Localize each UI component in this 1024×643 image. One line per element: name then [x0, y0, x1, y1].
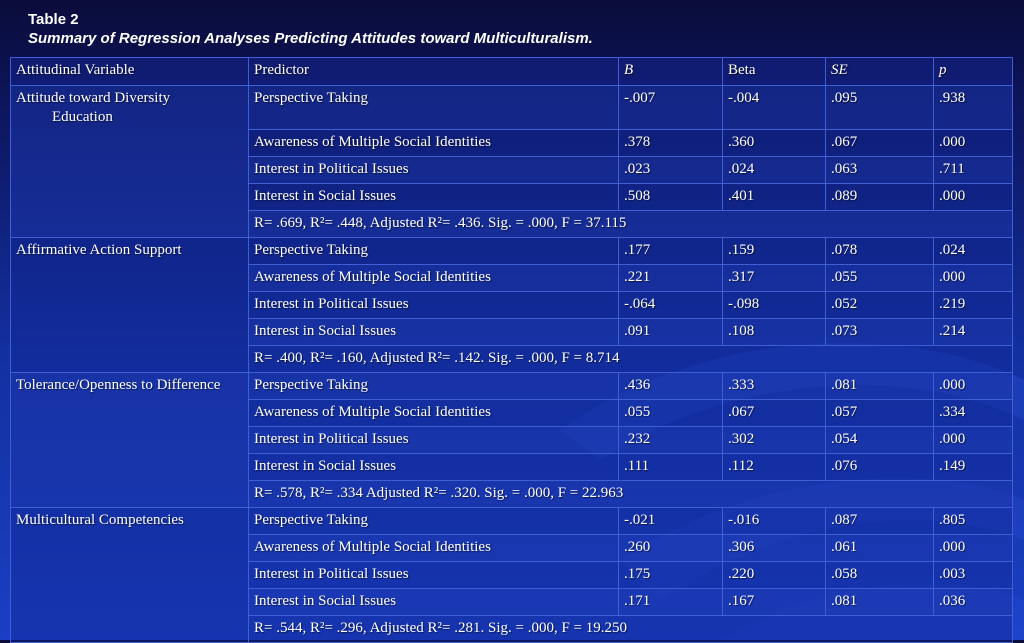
- se-cell: .058: [826, 562, 934, 589]
- se-cell: .054: [826, 427, 934, 454]
- header-p: p: [934, 58, 1013, 86]
- p-cell: .334: [934, 400, 1013, 427]
- se-cell: .081: [826, 589, 934, 616]
- p-cell: .000: [934, 130, 1013, 157]
- predictor-cell: Perspective Taking: [249, 373, 619, 400]
- regression-table: [10, 57, 1013, 643]
- predictor-cell: Interest in Social Issues: [249, 319, 619, 346]
- b-cell: .378: [619, 130, 723, 157]
- predictor-cell: Perspective Taking: [249, 238, 619, 265]
- se-cell: .087: [826, 508, 934, 535]
- se-cell: .073: [826, 319, 934, 346]
- predictor-cell: Interest in Political Issues: [249, 562, 619, 589]
- beta-cell: .302: [723, 427, 826, 454]
- header-variable: Attitudinal Variable: [11, 58, 249, 86]
- p-cell: .000: [934, 373, 1013, 400]
- se-cell: .089: [826, 184, 934, 211]
- table-row: [11, 238, 1013, 265]
- predictor-cell: Interest in Political Issues: [249, 292, 619, 319]
- beta-cell: .159: [723, 238, 826, 265]
- b-cell: .436: [619, 373, 723, 400]
- b-cell: .221: [619, 265, 723, 292]
- p-cell: .711: [934, 157, 1013, 184]
- b-cell: .232: [619, 427, 723, 454]
- se-cell: .078: [826, 238, 934, 265]
- model-summary: R= .400, R²= .160, Adjusted R²= .142. Sig. = .000, F = 8.714: [249, 346, 1013, 373]
- p-cell: .000: [934, 265, 1013, 292]
- se-cell: .055: [826, 265, 934, 292]
- predictor-cell: Awareness of Multiple Social Identities: [249, 130, 619, 157]
- predictor-cell: Perspective Taking: [249, 508, 619, 535]
- beta-cell: .401: [723, 184, 826, 211]
- predictor-cell: Interest in Social Issues: [249, 454, 619, 481]
- table-title: Summary of Regression Analyses Predicting Attitudes toward Multiculturalism.: [28, 30, 593, 47]
- b-cell: .055: [619, 400, 723, 427]
- header-predictor: Predictor: [249, 58, 619, 86]
- se-cell: .063: [826, 157, 934, 184]
- se-cell: .052: [826, 292, 934, 319]
- header-row: [11, 58, 1013, 86]
- beta-cell: -.098: [723, 292, 826, 319]
- b-cell: .260: [619, 535, 723, 562]
- header-beta: Beta: [723, 58, 826, 86]
- p-cell: .805: [934, 508, 1013, 535]
- p-cell: .938: [934, 86, 1013, 130]
- b-cell: .091: [619, 319, 723, 346]
- variable-label: Attitude toward Diversity: [16, 90, 171, 106]
- model-summary: R= .669, R²= .448, Adjusted R²= .436. Sig. = .000, F = 37.115: [249, 211, 1013, 238]
- b-cell: -.021: [619, 508, 723, 535]
- table-row: [11, 86, 1013, 130]
- se-cell: .081: [826, 373, 934, 400]
- se-cell: .057: [826, 400, 934, 427]
- predictor-cell: Awareness of Multiple Social Identities: [249, 265, 619, 292]
- p-cell: .149: [934, 454, 1013, 481]
- model-summary: R= .544, R²= .296, Adjusted R²= .281. Sig. = .000, F = 19.250: [249, 616, 1013, 643]
- b-cell: .508: [619, 184, 723, 211]
- beta-cell: .067: [723, 400, 826, 427]
- p-cell: .000: [934, 535, 1013, 562]
- predictor-cell: Perspective Taking: [249, 86, 619, 130]
- predictor-cell: Interest in Social Issues: [249, 184, 619, 211]
- variable-label-continued: Education: [52, 109, 113, 125]
- table-label: Table 2: [28, 11, 79, 28]
- p-cell: .219: [934, 292, 1013, 319]
- beta-cell: .306: [723, 535, 826, 562]
- beta-cell: .317: [723, 265, 826, 292]
- p-cell: .000: [934, 427, 1013, 454]
- se-cell: .076: [826, 454, 934, 481]
- variable-cell: Affirmative Action Support: [11, 238, 249, 373]
- b-cell: -.064: [619, 292, 723, 319]
- p-cell: .003: [934, 562, 1013, 589]
- beta-cell: -.004: [723, 86, 826, 130]
- beta-cell: .167: [723, 589, 826, 616]
- header-se: SE: [826, 58, 934, 86]
- beta-cell: .220: [723, 562, 826, 589]
- b-cell: .177: [619, 238, 723, 265]
- header-b: B: [619, 58, 723, 86]
- beta-cell: .108: [723, 319, 826, 346]
- se-cell: .067: [826, 130, 934, 157]
- p-cell: .036: [934, 589, 1013, 616]
- model-summary: R= .578, R²= .334 Adjusted R²= .320. Sig. = .000, F = 22.963: [249, 481, 1013, 508]
- variable-cell: Tolerance/Openness to Difference: [11, 373, 249, 508]
- beta-cell: .333: [723, 373, 826, 400]
- predictor-cell: Interest in Political Issues: [249, 427, 619, 454]
- predictor-cell: Awareness of Multiple Social Identities: [249, 535, 619, 562]
- predictor-cell: Interest in Social Issues: [249, 589, 619, 616]
- variable-cell: [11, 86, 249, 238]
- b-cell: -.007: [619, 86, 723, 130]
- table-caption: [28, 10, 593, 48]
- beta-cell: -.016: [723, 508, 826, 535]
- b-cell: .023: [619, 157, 723, 184]
- se-cell: .095: [826, 86, 934, 130]
- se-cell: .061: [826, 535, 934, 562]
- b-cell: .171: [619, 589, 723, 616]
- b-cell: .111: [619, 454, 723, 481]
- variable-cell: Multicultural Competencies: [11, 508, 249, 643]
- p-cell: .214: [934, 319, 1013, 346]
- predictor-cell: Interest in Political Issues: [249, 157, 619, 184]
- beta-cell: .112: [723, 454, 826, 481]
- table-row: [11, 373, 1013, 400]
- p-cell: .024: [934, 238, 1013, 265]
- p-cell: .000: [934, 184, 1013, 211]
- predictor-cell: Awareness of Multiple Social Identities: [249, 400, 619, 427]
- beta-cell: .360: [723, 130, 826, 157]
- table-row: [11, 508, 1013, 535]
- beta-cell: .024: [723, 157, 826, 184]
- b-cell: .175: [619, 562, 723, 589]
